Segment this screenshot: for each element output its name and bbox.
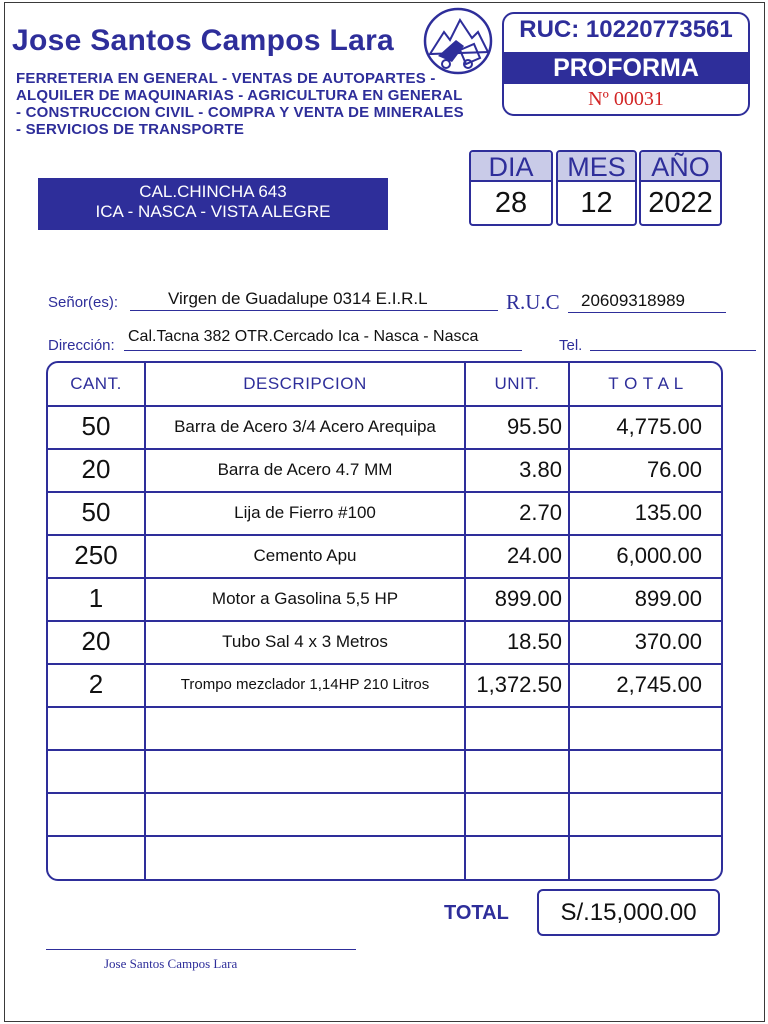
month-label: MES xyxy=(558,152,635,182)
row-unit-price: 3.80 xyxy=(519,457,562,482)
customer-ruc-line xyxy=(568,312,726,313)
row-total: 4,775.00 xyxy=(616,414,702,439)
row-divider xyxy=(48,835,721,837)
row-description: Trompo mezclador 1,14HP 210 Litros xyxy=(180,676,430,693)
row-qty: 50 xyxy=(81,497,111,527)
row-description: Barra de Acero 4.7 MM xyxy=(217,460,393,479)
row-total: 899.00 xyxy=(634,586,702,611)
row-unit-price: 95.50 xyxy=(506,414,562,439)
company-ruc: RUC: 10220773561 xyxy=(519,16,733,43)
row-description: Barra de Acero 3/4 Acero Arequipa xyxy=(174,417,436,436)
month-value: 12 xyxy=(580,187,613,219)
customer-name-line xyxy=(130,310,498,311)
year-value: 2022 xyxy=(648,187,713,219)
row-unit-price: 1,372.50 xyxy=(476,672,562,697)
header-unit: UNIT. xyxy=(494,374,540,393)
ruc-proforma-box xyxy=(502,12,750,116)
customer-name-label: Señor(es): xyxy=(48,294,119,311)
customer-phone-line xyxy=(590,350,756,351)
customer-ruc: 20609318989 xyxy=(581,291,686,310)
row-divider xyxy=(48,792,721,794)
row-qty: 1 xyxy=(88,583,104,613)
row-qty: 20 xyxy=(81,626,111,656)
row-description: Cemento Apu xyxy=(253,546,357,565)
mountain-emblem-icon xyxy=(422,6,494,76)
address-line-2: ICA - NASCA - VISTA ALEGRE xyxy=(95,202,331,221)
proforma-number: Nº 00031 xyxy=(588,88,664,110)
row-description: Lija de Fierro #100 xyxy=(234,503,376,522)
row-total: 76.00 xyxy=(646,457,702,482)
row-unit-price: 24.00 xyxy=(506,543,562,568)
total-label: TOTAL xyxy=(444,902,509,924)
company-address xyxy=(38,178,388,230)
row-unit-price: 2.70 xyxy=(519,500,562,525)
row-qty: 50 xyxy=(81,411,111,441)
row-total: 370.00 xyxy=(634,629,702,654)
row-description: Tubo Sal 4 x 3 Metros xyxy=(222,632,388,651)
customer-address-label: Dirección: xyxy=(48,337,115,354)
customer-ruc-label: R.U.C xyxy=(506,290,560,314)
row-qty: 2 xyxy=(88,669,104,699)
row-unit-price: 18.50 xyxy=(506,629,562,654)
day-label: DIA xyxy=(471,152,551,182)
row-qty: 20 xyxy=(81,454,111,484)
date-month-box xyxy=(556,150,637,226)
signature-line xyxy=(46,949,356,950)
date-year-box xyxy=(639,150,722,226)
header-description: DESCRIPCION xyxy=(243,374,367,393)
address-line-1: CAL.CHINCHA 643 xyxy=(139,182,287,201)
row-divider xyxy=(48,749,721,751)
row-total: 135.00 xyxy=(634,500,702,525)
customer-address: Cal.Tacna 382 OTR.Cercado Ica - Nasca - Nasca xyxy=(128,328,479,345)
year-label: AÑO xyxy=(641,152,720,182)
row-total: 2,745.00 xyxy=(616,672,702,697)
day-value: 28 xyxy=(494,187,528,219)
company-name: Jose Santos Campos Lara xyxy=(12,24,395,57)
services-description: FERRETERIA EN GENERAL - VENTAS DE AUTOPARTES - ALQUILER DE MAQUINARIAS - AGRICULTURA EN GENERAL - CONSTRUCCION CIVIL - COMPRA Y VENTA DE MINERALES - SERVICIOS DE TRANSPORTE xyxy=(16,70,464,138)
document-type: PROFORMA xyxy=(504,52,748,84)
row-total: 6,000.00 xyxy=(616,543,702,568)
row-qty: 250 xyxy=(74,540,118,570)
header-total: T O T A L xyxy=(608,374,684,393)
signature-name: Jose Santos Campos Lara xyxy=(104,956,238,971)
row-description: Motor a Gasolina 5,5 HP xyxy=(211,589,399,608)
date-day-box xyxy=(469,150,553,226)
row-divider xyxy=(48,706,721,708)
items-table xyxy=(46,361,723,881)
customer-address-line xyxy=(124,350,522,351)
header-qty: CANT. xyxy=(70,374,122,393)
customer-phone-label: Tel. xyxy=(559,337,583,354)
customer-name: Virgen de Guadalupe 0314 E.I.R.L xyxy=(168,289,428,308)
total-amount: S/.15,000.00 xyxy=(537,889,720,936)
row-unit-price: 899.00 xyxy=(494,586,562,611)
